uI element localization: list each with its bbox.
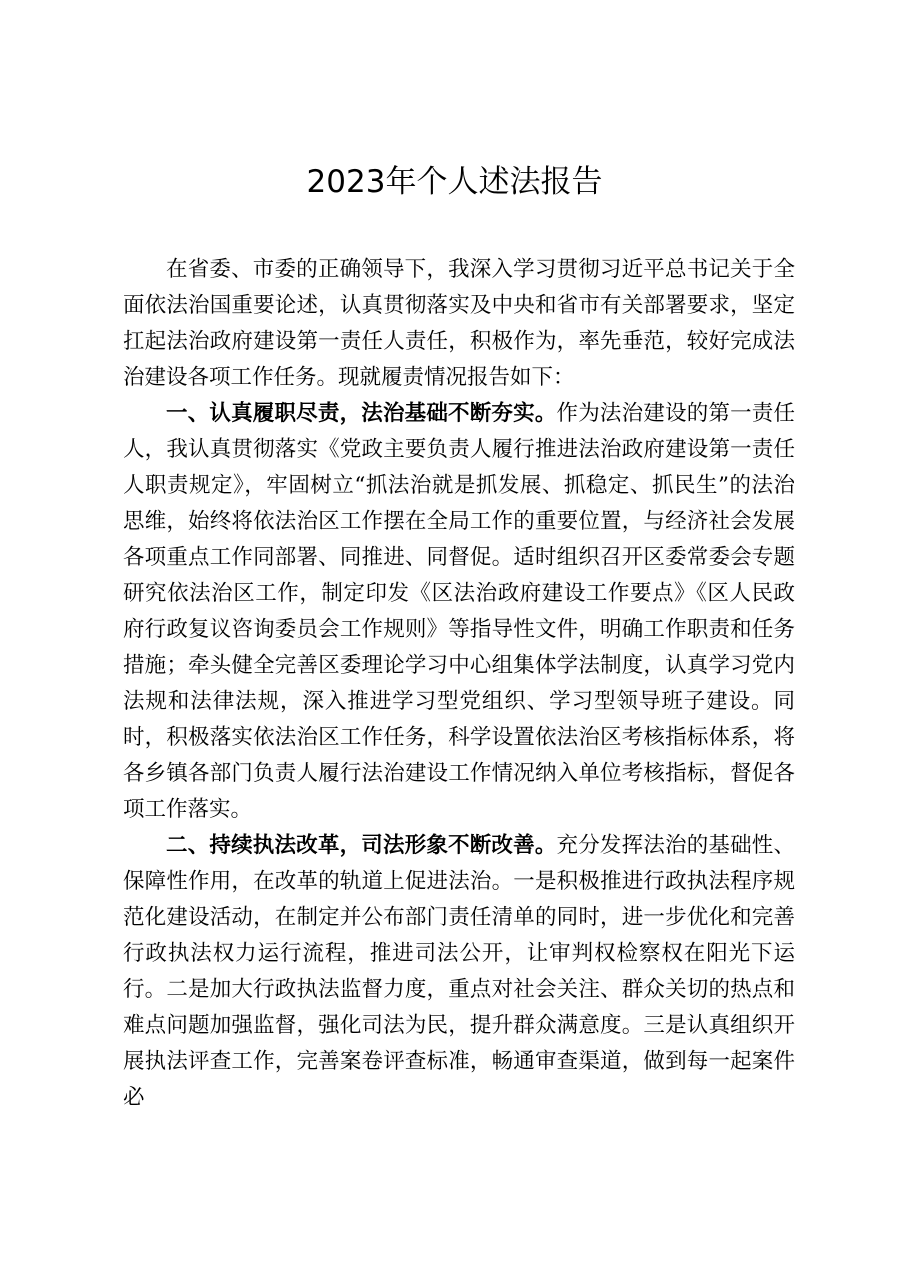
paragraph-text: 作为法治建设的第一责任人，我认真贯彻落实《党政主要负责人履行推进法治政府建设第一责任人职责规定》，牢固树立“抓法治就是抓发展、抓稳定、抓民生”的法治思维，始终将依法治区工作摆在全局工作的重要位置，与经济社会发展各项重点工作同部署、同推进、同督促。适时组织召开区委常委会专题研究依法治区工作，制定印发《区法治政府建设工作要点》《区人民政府行政复议咨询委员会工作规则》等指导性文件，明确工作职责和任务措施；牵头健全完善区委理论学习中心组集体学法制度，认真学习党内法规和法律法规，深入推进学习型党组织、学习型领导班子建设。同时，积极落实依法治区工作任务，科学设置依法治区考核指标体系，将各乡镇各部门负责人履行法治建设工作情况纳入单位考核指标，督促各项工作落实。 [123,401,795,822]
paragraph-section-2 [123,828,795,1116]
document-body [123,252,795,1116]
paragraph-text: 在省委、市委的正确领导下，我深入学习贯彻习近平总书记关于全面依法治国重要论述，认真贯彻落实及中央和省市有关部署要求，坚定扛起法治政府建设第一责任人责任，积极作为，率先垂范，较好完成法治建设各项工作任务。现就履责情况报告如下： [123,257,795,390]
section-heading: 二、持续执法改革，司法形象不断改善。 [166,833,557,858]
document-title: 2023年个人述法报告 [306,164,603,200]
section-heading: 一、认真履职尽责，法治基础不断夯实。 [166,401,557,426]
paragraph-text: 充分发挥法治的基础性、保障性作用，在改革的轨道上促进法治。一是积极推进行政执法程序规范化建设活动，在制定并公布部门责任清单的同时，进一步优化和完善行政执法权力运行流程，推进司法公开，让审判权检察权在阳光下运行。二是加大行政执法监督力度，重点对社会关注、群众关切的热点和难点问题加强监督，强化司法为民，提升群众满意度。三是认真组织开展执法评查工作，完善案卷评查标准，畅通审查渠道，做到每一起案件必 [123,833,795,1110]
paragraph-intro [123,252,795,396]
paragraph-section-1 [123,396,795,828]
